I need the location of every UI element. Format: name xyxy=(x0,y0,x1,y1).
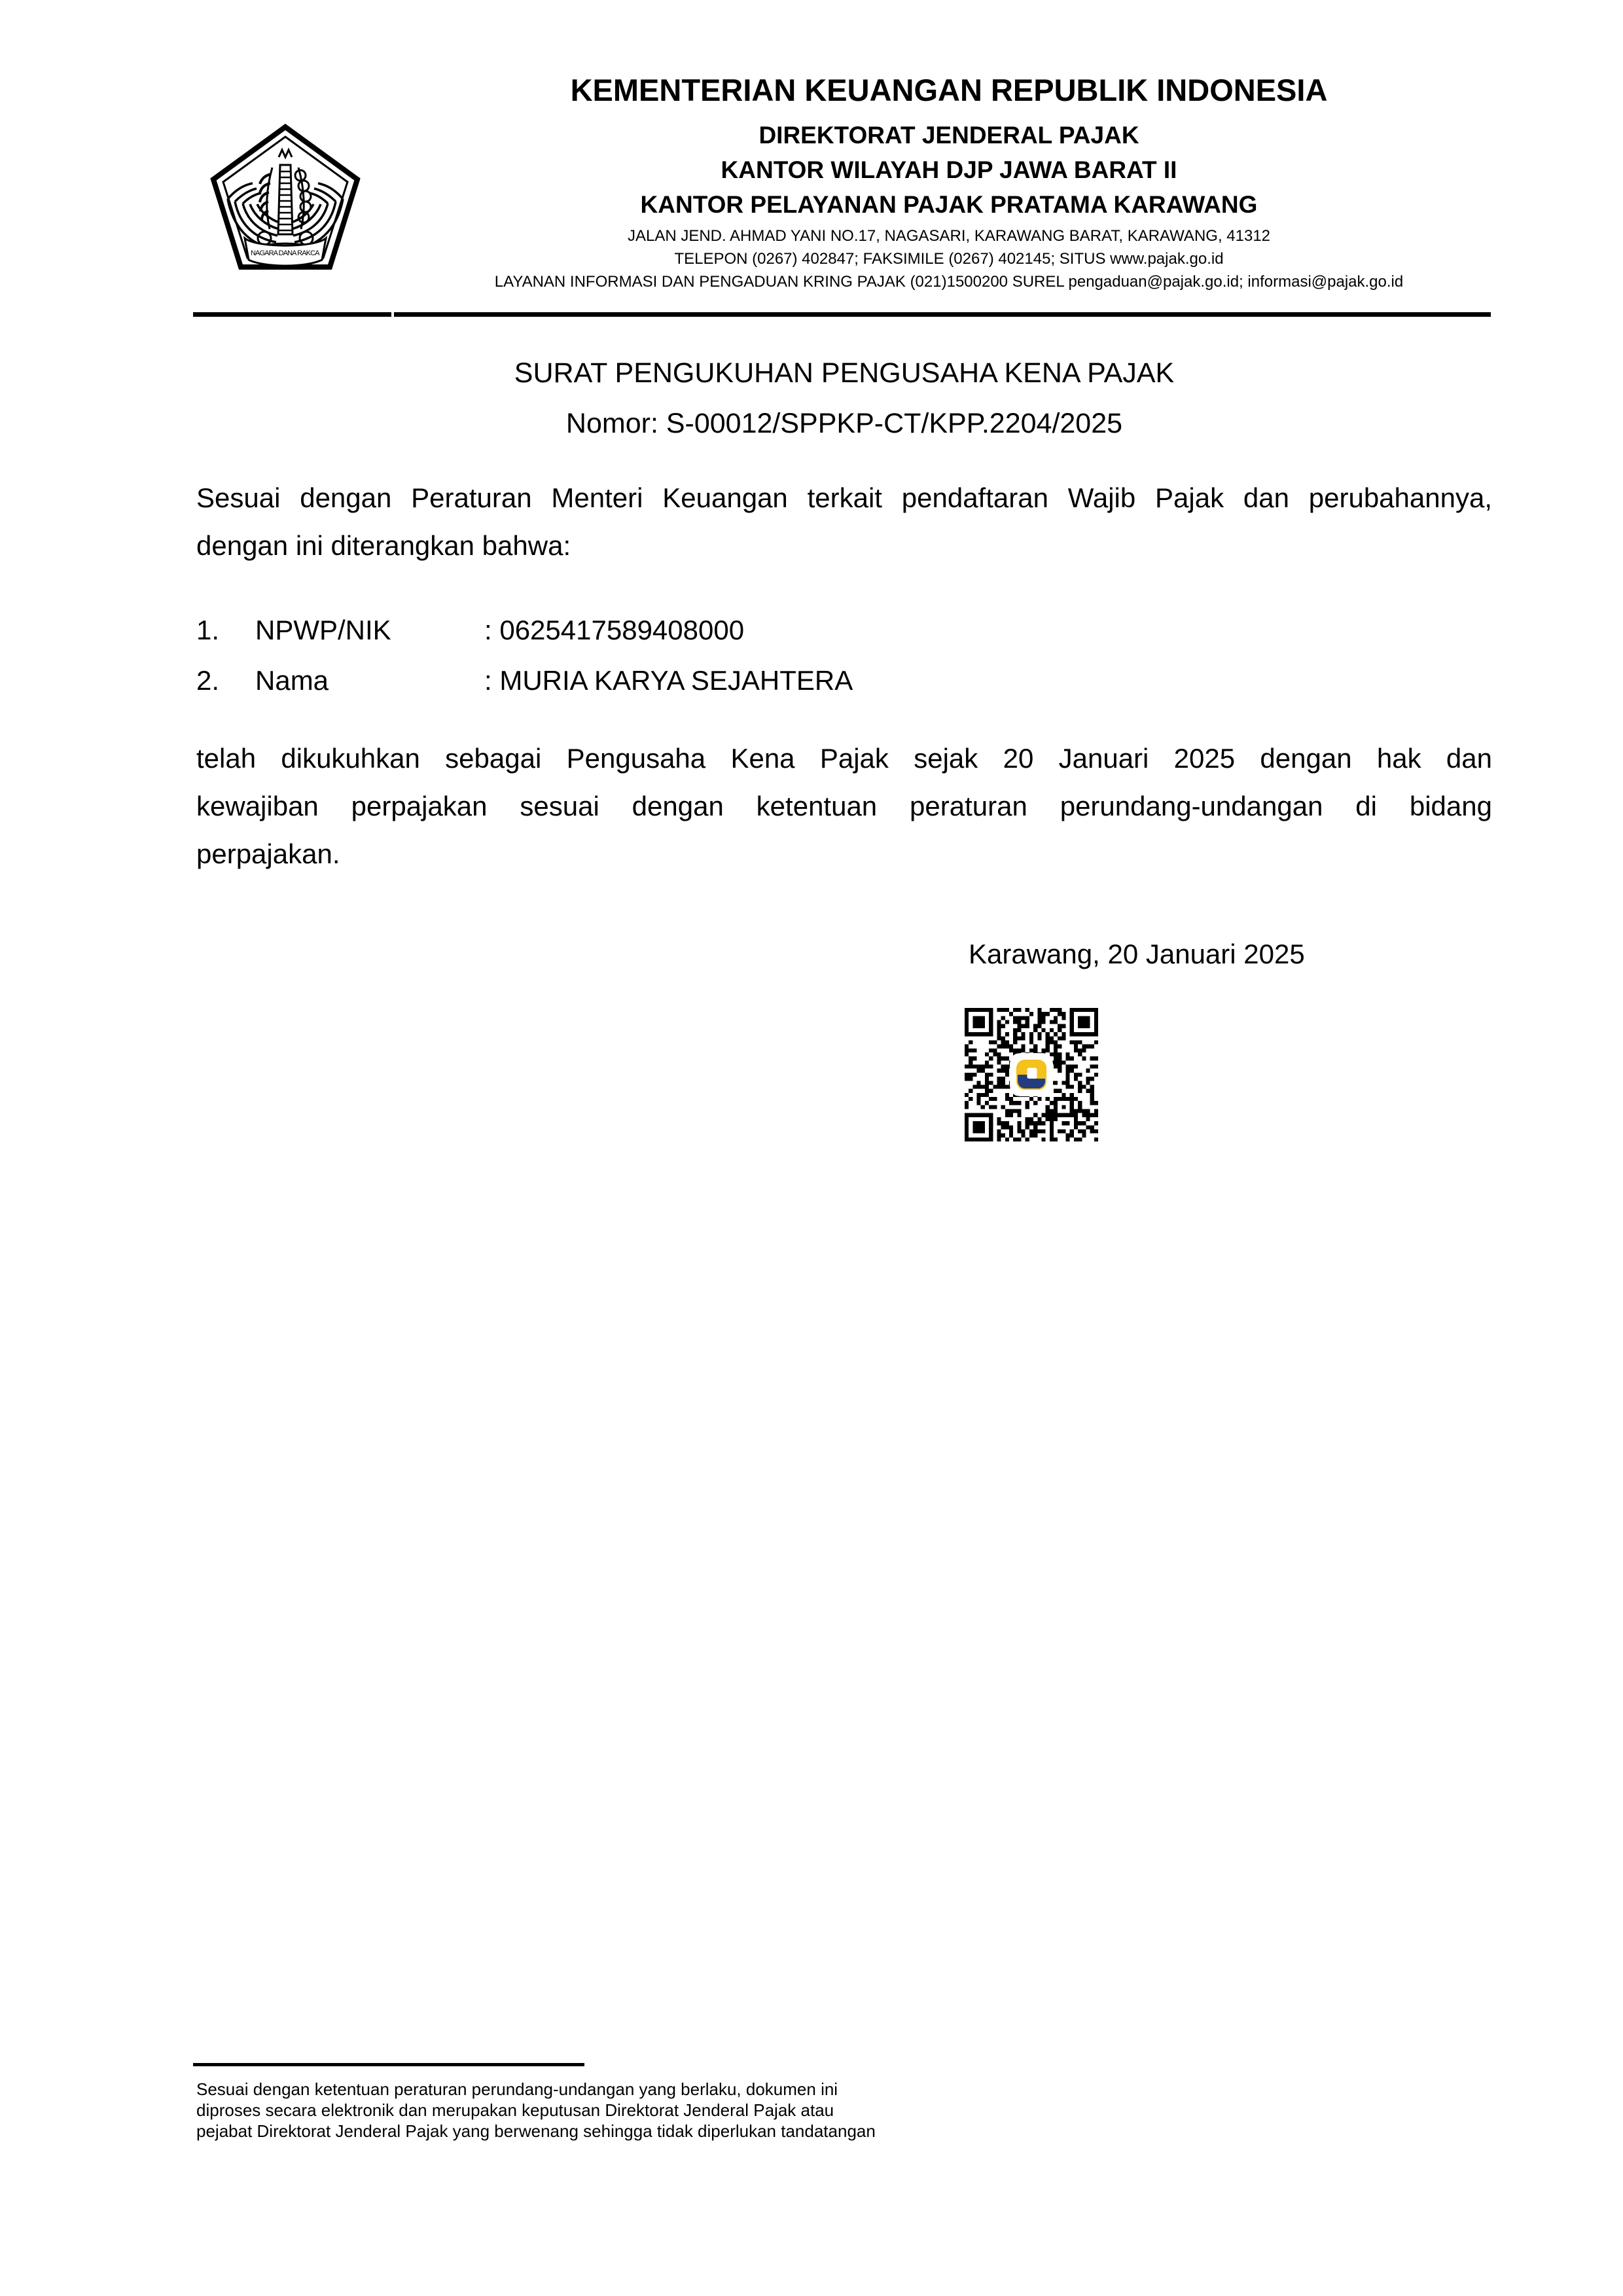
coretax-logo-icon xyxy=(1016,1060,1046,1090)
rice-stalk-icon xyxy=(260,168,272,229)
document-number: Nomor: S-00012/SPPKP-CT/KPP.2204/2025 xyxy=(565,408,1123,439)
place-and-date: Karawang, 20 Januari 2025 xyxy=(969,939,1305,969)
closing-line: telah dikukuhkan sebagai Pengusaha Kena Pajak sejak 20 Januari 2025 dengan hak dan xyxy=(196,743,1492,774)
directorate-name: DIREKTORAT JENDERAL PAJAK xyxy=(758,122,1139,149)
item-label: NPWP/NIK xyxy=(255,615,391,645)
item-number: 1. xyxy=(196,615,220,645)
intro-paragraph xyxy=(196,474,1492,569)
intro-line: Sesuai dengan Peraturan Menteri Keuangan terkait pendaftaran Wajib Pajak dan perubahannya, xyxy=(196,482,1492,513)
item-label: Nama xyxy=(255,665,329,696)
qr-code xyxy=(965,1008,1098,1141)
tower-icon xyxy=(278,150,293,234)
document-title: SURAT PENGUKUHAN PENGUSAHA KENA PAJAK xyxy=(514,357,1175,389)
document-title-block xyxy=(196,348,1492,449)
banner-text: NAGARA DANA RAKCA xyxy=(251,249,320,257)
list-item-nama xyxy=(196,655,1492,706)
intro-line: dengan ini diterangkan bahwa: xyxy=(196,530,571,561)
letter-body xyxy=(196,474,1492,878)
disclaimer-line: pejabat Direktorat Jenderal Pajak yang berwenang sehingga tidak diperlukan tandatangan xyxy=(196,2121,876,2141)
disclaimer-line: diproses secara elektronik dan merupakan keputusan Direktorat Jenderal Pajak atau xyxy=(196,2100,834,2120)
tax-office-name: KANTOR PELAYANAN PAJAK PRATAMA KARAWANG xyxy=(640,191,1258,218)
disclaimer-line: Sesuai dengan ketentuan peraturan perundang-undangan yang berlaku, dokumen ini xyxy=(196,2079,838,2099)
footer-disclaimer xyxy=(196,2079,1113,2142)
letterhead-rule-left xyxy=(193,312,391,317)
office-service-info: LAYANAN INFORMASI DAN PENGADUAN KRING PAJAK (021)1500200 SUREL pengaduan@pajak.go.id; informasi@pajak.go.id xyxy=(494,273,1404,291)
taxpayer-detail-list xyxy=(196,605,1492,706)
office-address: JALAN JEND. AHMAD YANI NO.17, NAGASARI, KARAWANG BARAT, KARAWANG, 41312 xyxy=(627,227,1271,245)
closing-paragraph xyxy=(196,734,1492,878)
office-phone: TELEPON (0267) 402847; FAKSIMILE (0267) 402145; SITUS www.pajak.go.id xyxy=(674,250,1224,268)
footer-rule xyxy=(193,2063,584,2066)
closing-line: kewajiban perpajakan sesuai dengan ketentuan peraturan perundang-undangan di bidang xyxy=(196,791,1492,821)
item-value: : MURIA KARYA SEJAHTERA xyxy=(484,665,853,696)
item-number: 2. xyxy=(196,665,220,696)
letterhead xyxy=(406,72,1492,293)
kemenkeu-logo xyxy=(209,123,361,272)
closing-line: perpajakan. xyxy=(196,838,340,869)
regional-office-name: KANTOR WILAYAH DJP JAWA BARAT II xyxy=(721,156,1177,183)
list-item-npwp xyxy=(196,605,1492,655)
letterhead-rule-right xyxy=(394,312,1491,317)
ministry-name: KEMENTERIAN KEUANGAN REPUBLIK INDONESIA xyxy=(570,73,1328,107)
item-value: : 0625417589408000 xyxy=(484,615,745,645)
